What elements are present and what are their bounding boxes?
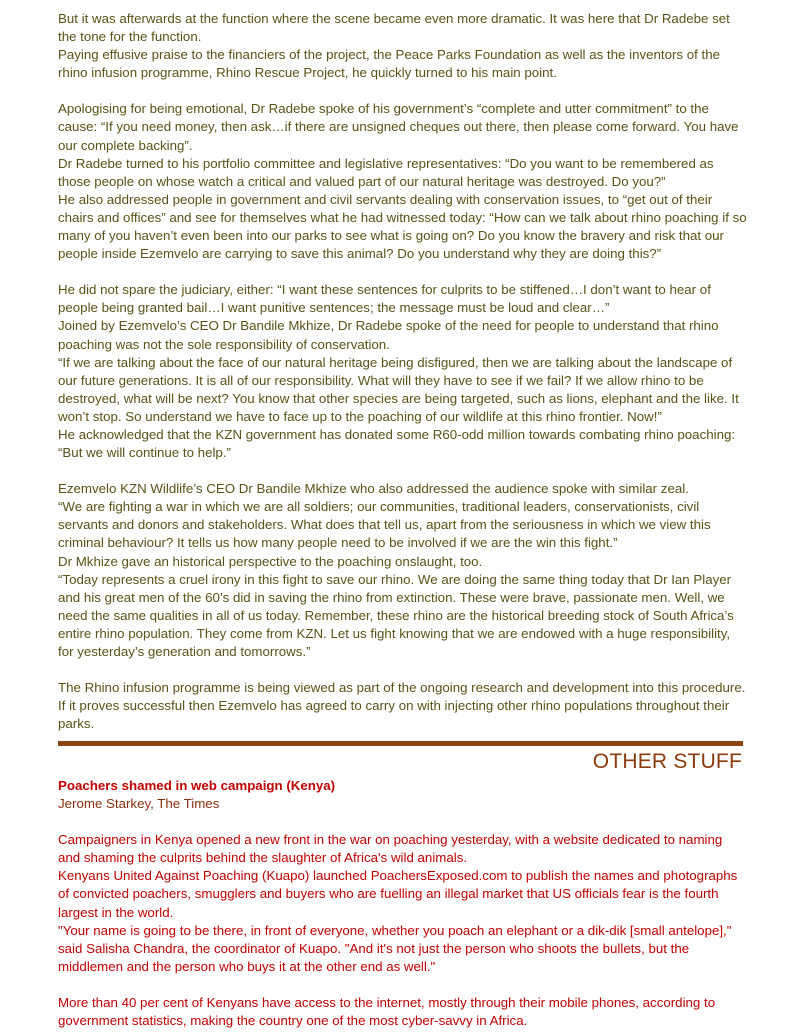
story-byline: Jerome Starkey, The Times [58, 796, 220, 812]
article-paragraph: The Rhino infusion programme is being viewed as part of the ongoing research and development into this procedure. If it proves successful then Ezemvelo has agreed to carry on with injecting other rhino populations throughout their parks. [58, 680, 746, 732]
story-paragraph: "Your name is going to be there, in front of everyone, whether you poach an elephant or a dik-dik [small antelope]," said Salisha Chandra, the coordinator of Kuapo. "And it's not just the person who shoots the bullets, but the middlemen and the person who buys it at the other end as well." [58, 922, 732, 974]
story-paragraph: Campaigners in Kenya opened a new front in the war on poaching yesterday, with a website dedicated to naming and shaming the culprits behind the slaughter of Africa's wild animals. [58, 832, 723, 866]
article-paragraph: “Today represents a cruel irony in this fight to save our rhino. We are doing the same thing today that Dr Ian Player and his great men of the 60’s did in saving the rhino from extinction. These were brave, passionate men. Well, we need the same qualities in all of us today. Remember, these rhino are the historical breeding stock of South Africa’s entire rhino population. They come from KZN. Let us fight knowing that we are endowed with a huge responsibility, for yesterday’s generation and tomorrows.” [58, 571, 734, 659]
article-paragraph: But it was afterwards at the function where the scene became even more dramatic. It was here that Dr Radebe set the tone for the function. [58, 11, 730, 45]
article-paragraph: Paying effusive praise to the financiers of the project, the Peace Parks Foundation as well as the inventors of the rhino infusion programme, Rhino Rescue Project, he quickly turned to his main point. [58, 47, 721, 81]
article-paragraph: Dr Radebe turned to his portfolio committee and legislative representatives: “Do you want to be remembered as those people on whose watch a critical and valued part of our natural heritage was destroyed. Do you?” [58, 155, 714, 189]
paragraph-gap [58, 82, 748, 100]
story-paragraph: More than 40 per cent of Kenyans have access to the internet, mostly through their mobile phones, according to government statistics, making the country one of the most cyber-savvy in Africa. [58, 994, 716, 1029]
article-paragraph: He did not spare the judiciary, either: “I want these sentences for culprits to be stiffened…I don’t want to hear of people being granted bail…I want punitive sentences; the message must be loud and clear…” [58, 282, 711, 316]
article-paragraph: Dr Mkhize gave an historical perspective to the poaching onslaught, too. [58, 553, 483, 569]
section-title: OTHER STUFF [592, 750, 742, 773]
article-paragraph: He acknowledged that the KZN government has donated some R60-odd million towards combating rhino poaching: “But we will continue to help.” [58, 426, 736, 461]
paragraph-gap [58, 462, 748, 480]
story-paragraph: Kenyans United Against Poaching (Kuapo) launched PoachersExposed.com to publish the names and photographs of convicted poachers, smugglers and buyers who are fuelling an illegal market that US officials fear is the fourth largest in the world. [58, 868, 738, 920]
section-divider [58, 741, 743, 746]
article-paragraph: “If we are talking about the face of our natural heritage being disfigured, then we are talking about the landscape of our future generations. It is all of our responsibility. What will they have to see if we fail? If we allow rhino to be destroyed, what will be next? You know that other species are being targeted, such as lions, elephant and the like. It won’t stop. So understand we have to face up to the poaching of our wildlife at this rhino frontier. Now!” [58, 354, 739, 424]
paragraph-gap [58, 976, 748, 994]
article-paragraph: He also addressed people in government and civil servants dealing with conservation issues, to “get out of their chairs and offices” and see for themselves what he had witnessed today: “How can we talk about rhino poaching if so many of you haven’t even been into our parks to see what is going on? Do you know the bravery and risk that our people inside Ezemvelo are carrying to save this animal? Do you understand why they are doing this?” [58, 191, 747, 262]
other-stuff-story [58, 777, 748, 1030]
article-body [58, 10, 748, 733]
paragraph-gap [58, 263, 748, 281]
article-paragraph: Joined by Ezemvelo’s CEO Dr Bandile Mkhize, Dr Radebe spoke of the need for people to understand that rhino poaching was not the sole responsibility of conservation. [58, 318, 719, 352]
article-paragraph: Apologising for being emotional, Dr Radebe spoke of his government’s “complete and utter commitment” to the cause: “If you need money, then ask…if there are unsigned cheques out there, then please come forward. You have our complete backing”. [58, 101, 739, 153]
story-headline: Poachers shamed in web campaign (Kenya) [58, 778, 336, 793]
paragraph-gap [58, 813, 748, 831]
article-paragraph: “We are fighting a war in which we are all soldiers; our communities, traditional leaders, conservationists, civil servants and donors and stakeholders. What does that tell us, apart from the seriousness in which we view this criminal behaviour? It tells us how many people need to be involved if we are the win this fight.” [58, 499, 711, 551]
paragraph-gap [58, 661, 748, 679]
article-paragraph: Ezemvelo KZN Wildlife’s CEO Dr Bandile Mkhize who also addressed the audience spoke with similar zeal. [58, 481, 689, 497]
